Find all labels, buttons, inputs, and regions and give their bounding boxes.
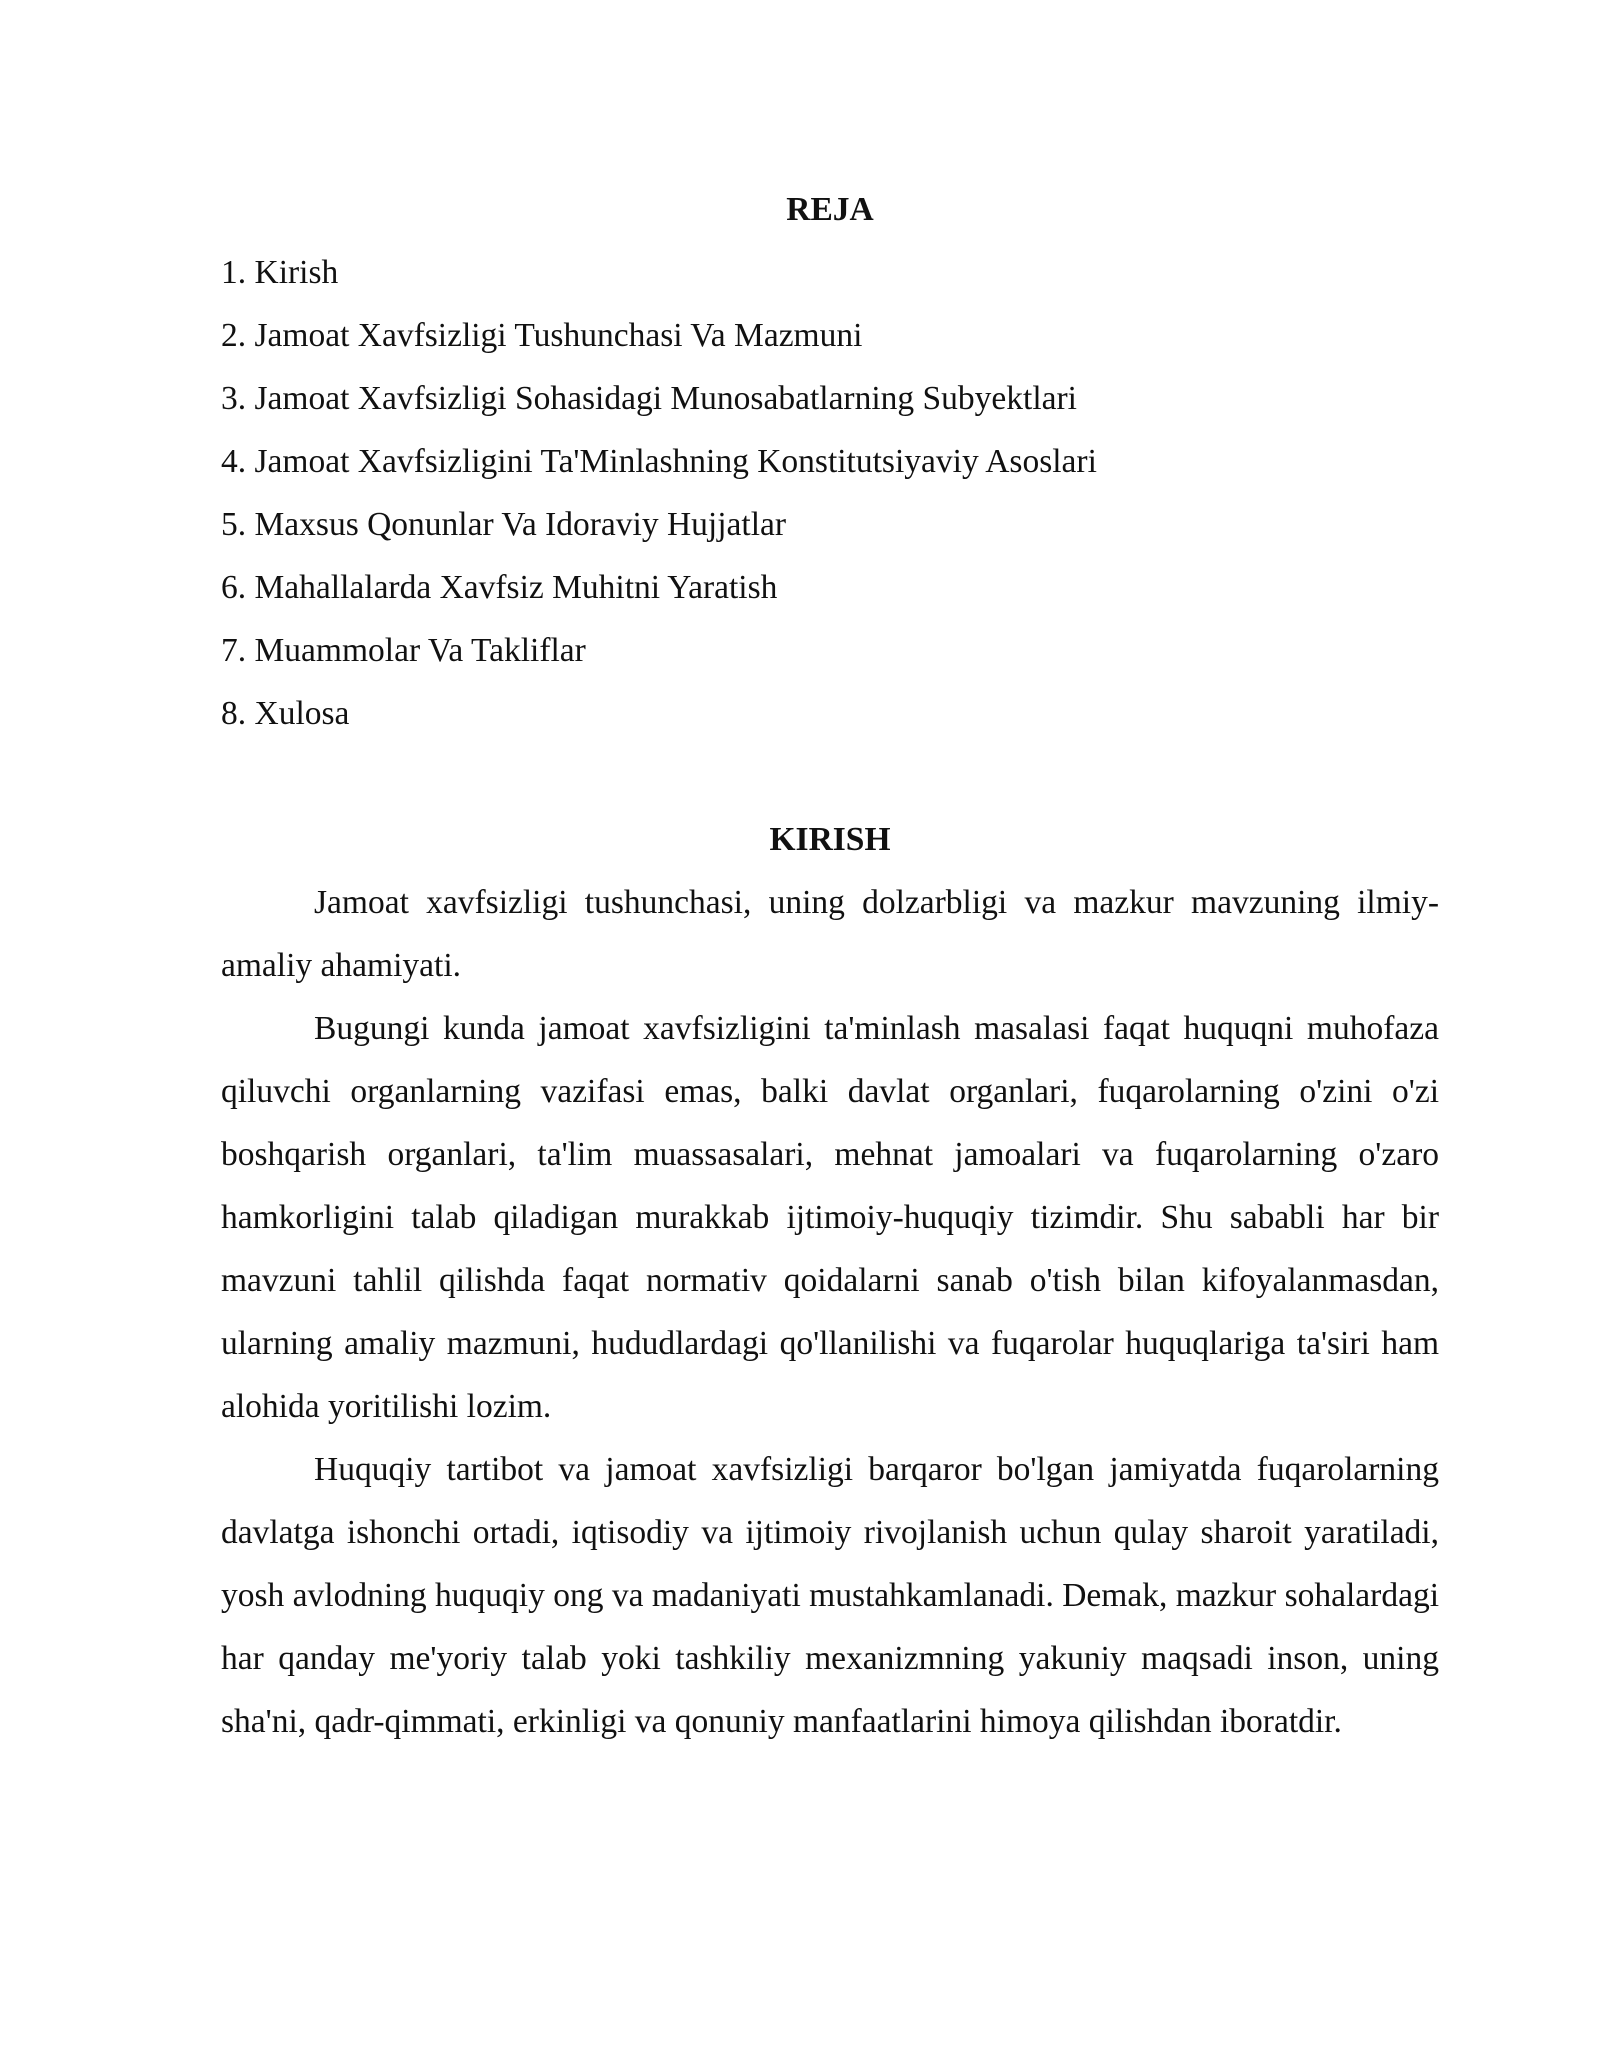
plan-item: 5. Maxsus Qonunlar Va Idoraviy Hujjatlar bbox=[221, 506, 787, 543]
intro-paragraph: Bugungi kunda jamoat xavfsizligini ta'minlash masalasi faqat huquqni muhofaza qiluvchi organlarning vazifasi emas, balki davlat organlari, fuqarolarning o'zini o'zi boshqarish organlari, ta'lim muassasalari, mehnat jamoalari va fuqarolarning o'zaro hamkorligini talab qiladigan murakkab ijtimoiy-huquqiy tizimdir. Shu sababli har bir mavzuni tahlil qilishda faqat normativ qoidalarni sanab o'tish bilan kifoyalanmasdan, ularning amaliy mazmuni, hududlardagi qo'llanilishi va fuqarolar huquqlariga ta'siri ham alohida yoritilishi lozim. bbox=[221, 1010, 1439, 1425]
document-content bbox=[221, 178, 1439, 1753]
plan-item: 3. Jamoat Xavfsizligi Sohasidagi Munosabatlarning Subyektlari bbox=[221, 380, 1077, 417]
plan-heading: REJA bbox=[786, 191, 874, 228]
plan-list bbox=[221, 241, 1439, 745]
plan-item: 4. Jamoat Xavfsizligini Ta'Minlashning Konstitutsiyaviy Asoslari bbox=[221, 443, 1097, 480]
intro-heading: KIRISH bbox=[769, 821, 891, 858]
intro-paragraph: Jamoat xavfsizligi tushunchasi, uning dolzarbligi va mazkur mavzuning ilmiy-amaliy ahamiyati. bbox=[221, 884, 1439, 984]
plan-item: 2. Jamoat Xavfsizligi Tushunchasi Va Mazmuni bbox=[221, 317, 863, 354]
plan-item: 7. Muammolar Va Takliflar bbox=[221, 632, 586, 669]
plan-item: 8. Xulosa bbox=[221, 695, 350, 732]
section-spacer bbox=[221, 745, 1439, 808]
plan-item: 1. Kirish bbox=[221, 254, 339, 291]
plan-item: 6. Mahallalarda Xavfsiz Muhitni Yaratish bbox=[221, 569, 778, 606]
intro-paragraph: Huquqiy tartibot va jamoat xavfsizligi barqaror bo'lgan jamiyatda fuqarolarning davlatga ishonchi ortadi, iqtisodiy va ijtimoiy rivojlanish uchun qulay sharoit yaratiladi, yosh avlodning huquqiy ong va madaniyati mustahkamlanadi. Demak, mazkur sohalardagi har qanday me'yoriy talab yoki tashkiliy mexanizmning yakuniy maqsadi inson, uning sha'ni, qadr-qimmati, erkinligi va qonuniy manfaatlarini himoya qilishdan iboratdir. bbox=[221, 1451, 1439, 1740]
